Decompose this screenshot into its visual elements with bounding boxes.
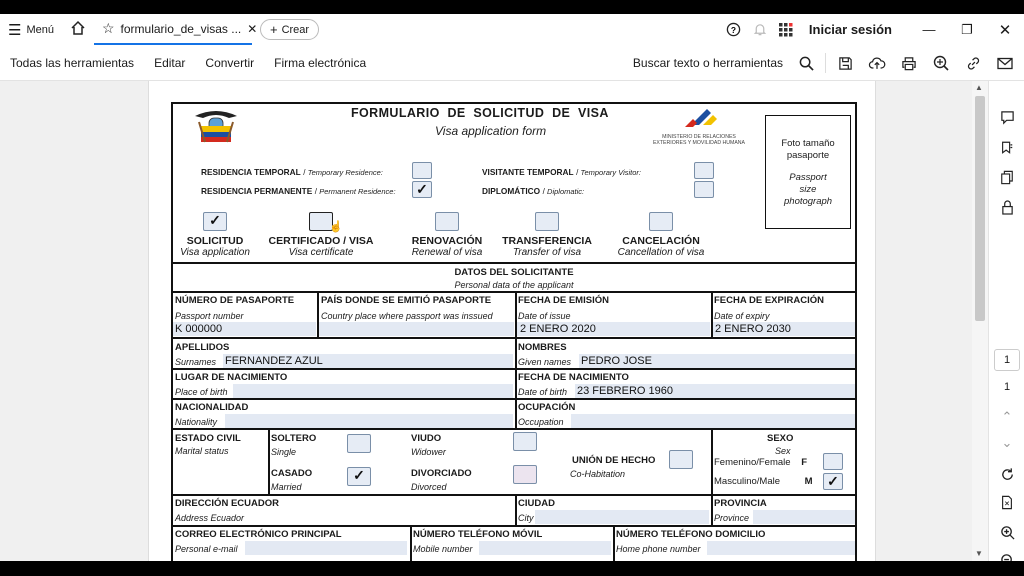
nationality-input[interactable] (225, 414, 513, 428)
residence-permanent-checkbox[interactable]: ✓ (412, 181, 432, 198)
birth-place-sub: Place of birth (175, 387, 228, 397)
married-checkbox[interactable]: ✓ (347, 467, 371, 486)
female-letter: F (801, 457, 808, 468)
home-phone-input[interactable] (707, 541, 855, 555)
close-tab-icon[interactable]: ✕ (247, 21, 258, 36)
divider (711, 428, 713, 494)
single-sub: Single (271, 447, 297, 457)
divider (410, 525, 412, 565)
fit-page-icon[interactable] (997, 492, 1017, 512)
mobile-label: NÚMERO TELÉFONO MÓVIL (413, 529, 543, 540)
given-names-input[interactable]: PEDRO JOSE (579, 354, 855, 368)
home-phone-label: NÚMERO TELÉFONO DOMICILIO (616, 529, 766, 540)
close-icon: ✕ (998, 21, 1012, 39)
married-sub: Married (271, 482, 302, 492)
option-renovacion-checkbox[interactable] (435, 212, 459, 231)
surnames-sub: Surnames (175, 357, 217, 367)
diplomatic-label: DIPLOMÁTICO (482, 186, 541, 196)
pages-icon[interactable] (997, 167, 1017, 187)
chevron-down-icon[interactable]: ⌄ (1001, 435, 1013, 450)
search-ai-icon[interactable] (928, 50, 954, 76)
divorced-sub: Divorced (411, 482, 447, 492)
birth-date-label: FECHA DE NACIMIENTO (518, 372, 629, 383)
divider (173, 398, 855, 400)
city-input[interactable] (535, 510, 709, 524)
close-window-button[interactable] (986, 14, 1024, 45)
mobile-sub: Mobile number (413, 544, 473, 554)
address-label: DIRECCIÓN ECUADOR (175, 498, 279, 509)
residence-permanent-label: RESIDENCIA PERMANENTE (201, 186, 313, 196)
male-checkbox[interactable]: ✓ (823, 473, 843, 490)
issue-date-sub: Date of issue (518, 311, 571, 321)
zoom-in-icon[interactable] (997, 522, 1017, 542)
option-renovacion-en: Renewal of visa (411, 247, 483, 258)
option-cancelacion-checkbox[interactable] (649, 212, 673, 231)
pdf-page (148, 81, 876, 561)
marital-status-sub: Marital status (175, 446, 229, 456)
restore-icon: ❐ (961, 21, 973, 37)
hamburger-icon: ☰ (8, 21, 22, 39)
expiry-date-label: FECHA DE EXPIRACIÓN (714, 295, 824, 306)
residence-temporal-label: RESIDENCIA TEMPORAL (201, 167, 301, 177)
lock-icon[interactable] (997, 197, 1017, 217)
cohabitation-checkbox[interactable] (669, 450, 693, 469)
address-sub: Address Ecuador (175, 513, 245, 523)
search-tools[interactable]: Buscar texto o herramientas (632, 56, 783, 70)
link-icon[interactable] (960, 50, 986, 76)
surnames-label: APELLIDOS (175, 342, 230, 353)
divider (268, 428, 270, 494)
divider (173, 291, 855, 293)
photo-label-en: Passport size photograph (784, 172, 833, 207)
home-phone-sub: Home phone number (616, 544, 701, 554)
rotate-icon[interactable] (997, 464, 1017, 484)
acrobat-window (0, 14, 1024, 561)
sex-label: SEXO (767, 433, 794, 444)
province-input[interactable] (753, 510, 855, 524)
expiry-date-sub: Date of expiry (714, 311, 770, 321)
occupation-sub: Occupation (518, 417, 564, 427)
scroll-up-icon[interactable]: ▲ (975, 83, 983, 92)
birth-date-sub: Date of birth (518, 387, 568, 397)
option-solicitud-label: SOLICITUD (186, 235, 244, 247)
comment-icon[interactable] (997, 107, 1017, 127)
toolbar (0, 45, 1024, 81)
menu-edit[interactable]: Editar (154, 55, 186, 70)
divider (613, 525, 615, 565)
divider (515, 368, 517, 398)
divider (515, 494, 517, 525)
email-sub: Personal e-mail (175, 544, 238, 554)
option-cancelacion-label: CANCELACIÓN (622, 235, 700, 247)
ecuador-coat-of-arms (191, 108, 241, 152)
home-button[interactable] (62, 14, 94, 45)
occupation-input[interactable] (571, 414, 855, 428)
page-total: 1 (1003, 381, 1011, 393)
widower-sub: Widower (411, 447, 446, 457)
section-subtitle: Personal data of the applicant (454, 280, 574, 290)
menu-esign[interactable]: Firma electrónica (274, 55, 367, 70)
ministry-logo (651, 107, 747, 151)
birth-date-input[interactable]: 23 FEBRERO 1960 (575, 384, 855, 398)
home-icon (70, 20, 86, 39)
right-side-panel (988, 81, 1024, 561)
visitor-temporal-label: VISITANTE TEMPORAL (482, 167, 574, 177)
photo-label: Foto tamaño pasaporte (781, 138, 835, 161)
page-number-input[interactable]: 1 (994, 349, 1020, 371)
residence-permanent: RESIDENCIA PERMANENTE / Permanent Residence: (201, 186, 396, 196)
email-input[interactable] (245, 541, 407, 555)
male-letter: M (804, 476, 813, 487)
marital-status-label: ESTADO CIVIL (175, 433, 241, 444)
divider (173, 262, 855, 264)
divider (515, 398, 517, 428)
vertical-scrollbar[interactable] (972, 81, 988, 561)
mouse-cursor-icon: ☝ (329, 221, 343, 233)
province-label: PROVINCIA (714, 498, 767, 509)
document-viewport[interactable] (0, 81, 988, 561)
nationality-sub: Nationality (175, 417, 218, 427)
minimize-icon: — (922, 22, 936, 37)
cohabitation-label: UNIÓN DE HECHO (572, 455, 656, 466)
svg-text:?: ? (731, 24, 737, 35)
minimize-button[interactable] (910, 14, 948, 45)
divider (173, 525, 855, 527)
birth-place-label: LUGAR DE NACIMIENTO (175, 372, 288, 383)
married-label: CASADO (271, 468, 313, 479)
occupation-label: OCUPACIÓN (518, 402, 576, 413)
email-label: CORREO ELECTRÓNICO PRINCIPAL (175, 529, 342, 540)
male-label: Masculino/Male (714, 476, 780, 487)
sex-sub: Sex (775, 446, 791, 456)
address-input[interactable] (173, 510, 513, 524)
create-button[interactable] (260, 19, 319, 40)
divider (515, 337, 517, 368)
visitor-temporal: VISITANTE TEMPORAL / Temporary Visitor: (482, 167, 641, 177)
bottom-letterbox (0, 561, 1024, 576)
title-bar (0, 14, 1024, 45)
city-sub: City (518, 513, 534, 523)
given-names-label: NOMBRES (518, 342, 567, 353)
photo-box (765, 115, 851, 229)
given-names-sub: Given names (518, 357, 572, 367)
issue-date-input[interactable]: 2 ENERO 2020 (517, 322, 710, 336)
male-option (714, 476, 813, 487)
residence-permanent-en: Permanent Residence: (319, 187, 396, 196)
divider (173, 337, 855, 339)
passport-number-sub: Passport number (175, 311, 244, 321)
diplomatic-en: Diplomatic: (547, 187, 585, 196)
option-transferencia-en: Transfer of visa (512, 247, 582, 258)
maximize-button[interactable] (948, 14, 986, 45)
expiry-date-input[interactable]: 2 ENERO 2030 (713, 322, 855, 336)
visa-form (171, 102, 857, 562)
help-icon[interactable] (721, 17, 747, 43)
search-icon[interactable] (793, 50, 819, 76)
star-icon[interactable]: ☆ (101, 20, 115, 36)
divider (173, 368, 855, 370)
residence-temporal-en: Temporary Residence: (307, 168, 383, 177)
bell-icon[interactable] (747, 17, 773, 43)
create-label: Crear (281, 23, 310, 36)
toolbar-right (633, 45, 1018, 81)
signin-button[interactable]: Iniciar sesión (808, 22, 892, 37)
scroll-down-icon[interactable]: ▼ (975, 549, 983, 558)
section-title: DATOS DEL SOLICITANTE (454, 267, 574, 278)
mobile-input[interactable] (479, 541, 611, 555)
option-transferencia-label: TRANSFERENCIA (502, 235, 592, 247)
city-label: CIUDAD (518, 498, 555, 509)
top-right-controls (721, 14, 1024, 45)
diplomatic-checkbox[interactable] (694, 181, 714, 198)
single-checkbox[interactable] (347, 434, 371, 453)
toolbar-divider (825, 53, 826, 73)
visitor-temporal-checkbox[interactable] (694, 162, 714, 179)
visitor-temporal-en: Temporary Visitor: (580, 168, 641, 177)
menu-button[interactable] (0, 14, 62, 45)
option-transferencia-checkbox[interactable] (535, 212, 559, 231)
form-title: FORMULARIO DE SOLICITUD DE VISA (351, 106, 609, 120)
female-checkbox[interactable] (823, 453, 843, 470)
passport-country-label: PAÍS DONDE SE EMITIÓ PASAPORTE (321, 295, 492, 306)
upload-cloud-icon[interactable] (864, 50, 890, 76)
widower-label: VIUDO (411, 433, 442, 444)
menu-all-tools[interactable]: Todas las herramientas (10, 55, 135, 70)
passport-country-input[interactable] (319, 322, 514, 336)
divorced-label: DIVORCIADO (411, 468, 472, 479)
print-icon[interactable] (896, 50, 922, 76)
scrollbar-thumb[interactable] (975, 96, 985, 321)
divider (173, 428, 855, 430)
single-label: SOLTERO (271, 433, 317, 444)
divider (173, 494, 855, 496)
widower-checkbox[interactable] (513, 432, 537, 451)
female-option (714, 457, 807, 468)
menu-label: Menú (26, 23, 54, 36)
save-icon[interactable] (832, 50, 858, 76)
issue-date-label: FECHA DE EMISIÓN (518, 295, 609, 306)
divider (711, 494, 713, 525)
option-certificado-en: Visa certificate (288, 247, 354, 258)
passport-number-label: NÚMERO DE PASAPORTE (175, 295, 295, 306)
menu-convert[interactable]: Convertir (205, 55, 255, 70)
chevron-up-icon[interactable]: ⌃ (1001, 409, 1013, 424)
option-cancelacion-en: Cancellation of visa (617, 247, 705, 258)
passport-number-input[interactable]: K 000000 (173, 322, 316, 336)
apps-grid-icon[interactable] (773, 17, 799, 43)
surnames-input[interactable]: FERNANDEZ AZUL (223, 354, 513, 368)
cohabitation-sub: Co-Habitation (570, 469, 626, 479)
residence-temporal: RESIDENCIA TEMPORAL / Temporary Residence: (201, 167, 383, 177)
birth-place-input[interactable] (233, 384, 513, 398)
ministry-name: MINISTERIO DE RELACIONES EXTERIORES Y MOVILIDAD HUMANA (652, 134, 746, 146)
diplomatic: DIPLOMÁTICO / Diplomatic: (482, 186, 585, 196)
residence-temporal-checkbox[interactable] (412, 162, 432, 179)
tab-document[interactable] (94, 14, 258, 45)
option-certificado-label: CERTIFICADO / VISA (268, 235, 374, 247)
plus-icon: + (269, 22, 278, 37)
nationality-label: NACIONALIDAD (175, 402, 249, 413)
option-renovacion-label: RENOVACIÓN (411, 235, 483, 247)
form-subtitle: Visa application form (435, 124, 547, 138)
option-solicitud-en: Visa application (180, 247, 250, 258)
tab-title: formulario_de_visas ... (120, 21, 242, 36)
divorced-checkbox[interactable] (513, 465, 537, 484)
bookmark-icon[interactable] (997, 137, 1017, 157)
passport-country-sub: Country place where passport was inssued (321, 311, 493, 321)
option-solicitud-checkbox[interactable]: ✓ (203, 212, 227, 231)
mail-icon[interactable] (992, 50, 1018, 76)
province-sub: Province (714, 513, 750, 523)
female-label: Femenino/Female (714, 457, 791, 468)
